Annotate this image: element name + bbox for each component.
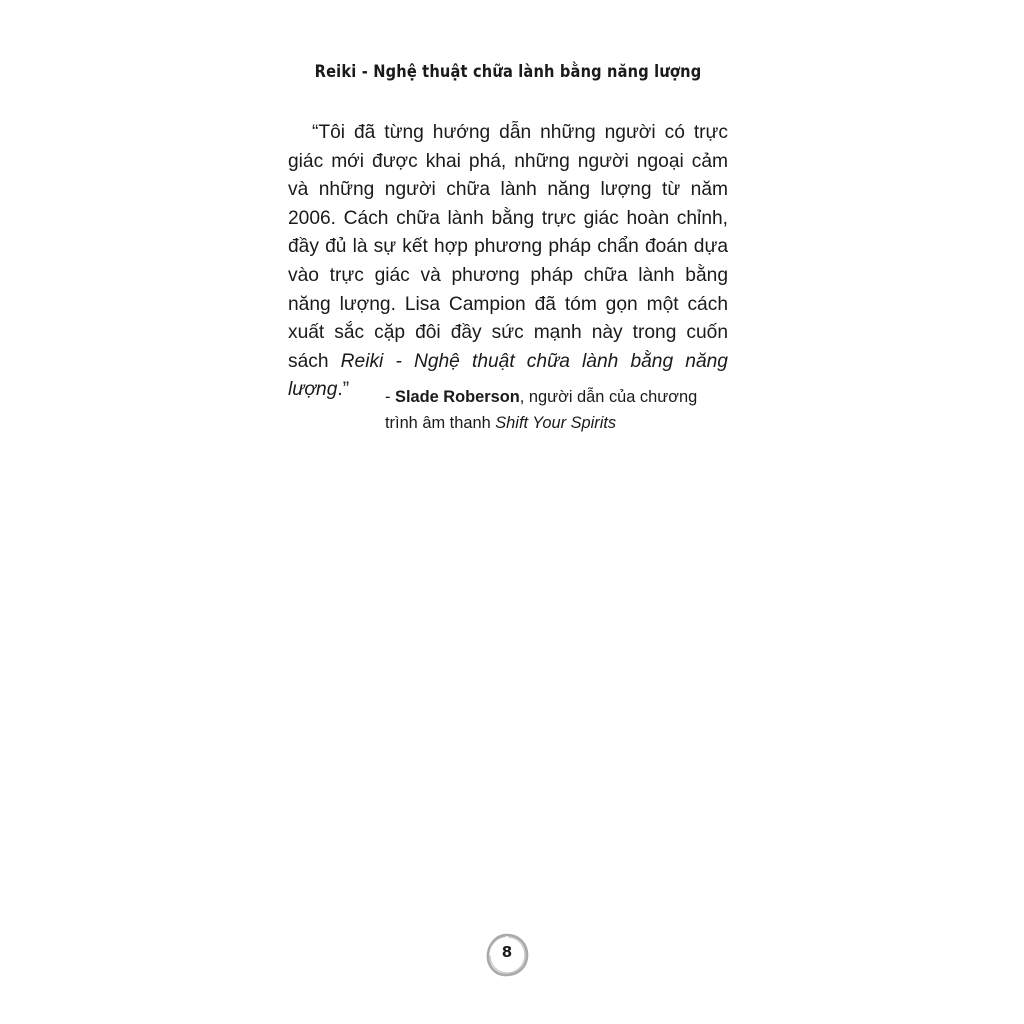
quote-book-title: Reiki - Nghệ thuật chữa lành bằng năng lượng [288, 350, 728, 401]
quote-body: “Tôi đã từng hướng dẫn những người có trực giác mới được khai phá, những người ngoại cảm và những người chữa lành năng lượng từ năm 2006. Cách chữa lành bằng trực giác hoàn chỉnh, đầy đủ là sự kết hợp phương pháp chẩn đoán dựa vào trực giác và phương pháp chữa lành bằng năng lượng. Lisa Campion đã tóm gọn một cách xuất sắc cặp đôi đầy sức mạnh này trong cuốn sách [288, 122, 728, 372]
attribution-author: Slade Roberson [395, 388, 520, 406]
endorsement-quote [288, 119, 728, 405]
quote-closing: .” [337, 379, 350, 401]
page-number: 8 [501, 943, 513, 961]
running-header-title: Reiki - Nghệ thuật chữa lành bằng năng lượng [314, 62, 702, 82]
attribution-role: , người dẫn của chương trình âm thanh [385, 388, 698, 432]
page-number-badge [483, 931, 531, 979]
attribution-dash: - [385, 388, 396, 406]
quote-attribution [385, 385, 730, 436]
attribution-program: Shift Your Spirits [495, 413, 617, 432]
